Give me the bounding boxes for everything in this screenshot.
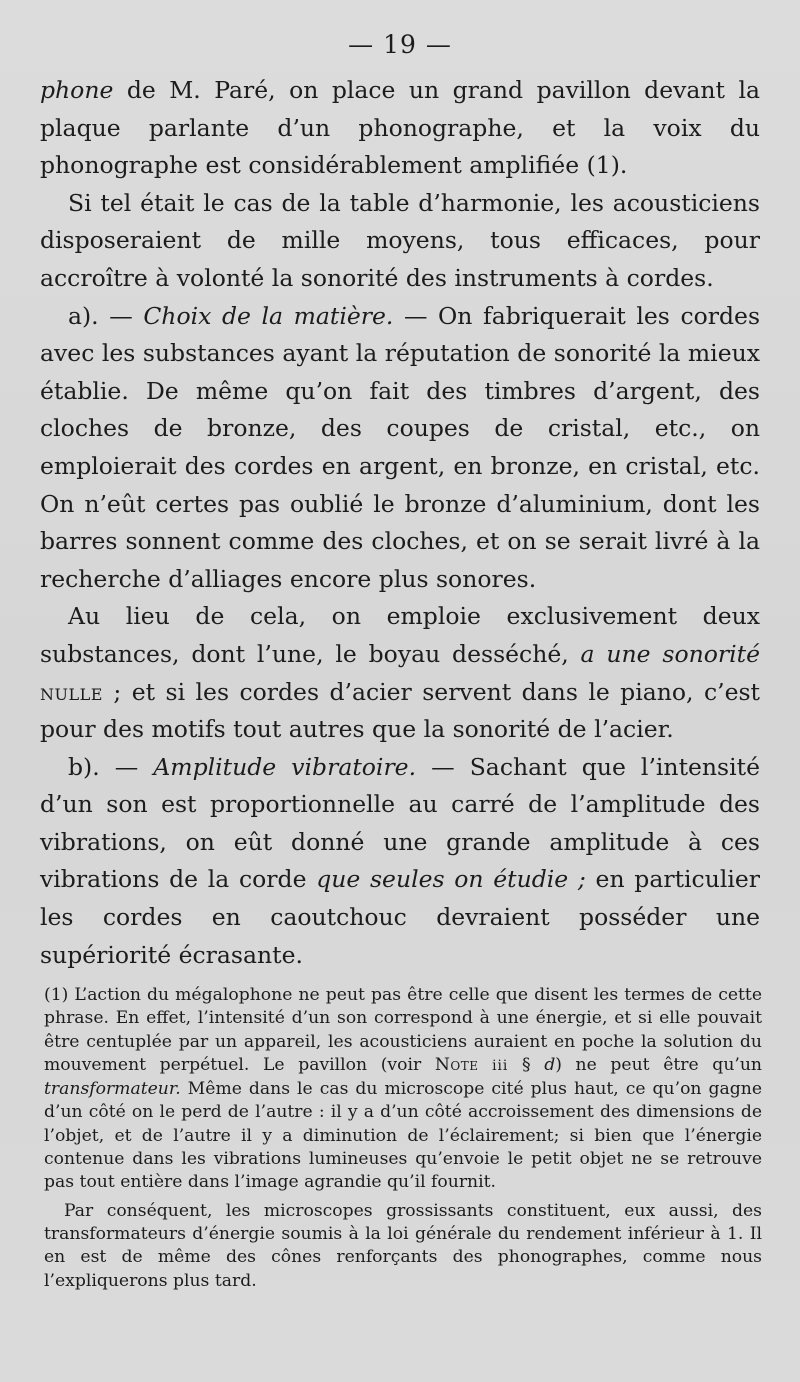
paragraph-amplitude: b). — Amplitude vibratoire. — Sachant que l’intensité d’un son est proportionnelle au carré de l’amplitude des vibrations, on eût donné une grande amplitude à ces vibrations de la corde que seules on étudie ; en particulier les cordes en caoutchouc devraient posséder une supériorité écrasante.: [40, 752, 761, 969]
italic-word: phone: [40, 76, 114, 104]
paragraph-table-harmonie: Si tel était le cas de la table d’harmonie, les acousticiens disposeraient de mille moyens, tous efficaces, pour accroître à volonté la sonorité des instruments à cordes.: [40, 188, 760, 292]
small-caps-nulle: nulle: [40, 677, 103, 706]
footnote-1: (1) L’action du mégalophone ne peut pas être celle que disent les termes de cette phrase. En effet, l’intensité d’un son correspond à une énergie, et si elle pouvait être centuplée par un appareil, les acousticiens auraient en poche la solution du mouvement perpétuel. Le pavillon (voir Note iii § d) ne peut être qu’un transformateur. Même dans le cas du microscope cité plus haut, ce qu’on gagne d’un côté on le perd de l’autre : il y a d’un côté accroissement des dimensions de l’objet, et de l’autre il y a diminution de l’éclairement; si bien que l’énergie contenue dans les vibrations lumineuses qu’envoie le petit objet ne se retrouve pas tout entière dans l’image agrandie qu’il fournit.: [44, 985, 762, 1193]
main-text: [40, 72, 760, 974]
section-heading-amplitude: Amplitude vibratoire.: [153, 752, 417, 781]
paragraph-au-lieu: Au lieu de cela, on emploie exclusivement deux substances, dont l’une, le boyau desséché, a une sonorité nulle ; et si les cordes d’acier servent dans le piano, c’est pour des motifs tout autres que la sonorité de l’acier.: [40, 602, 760, 744]
footnote-block: [44, 984, 762, 1293]
footnote-1-continued: Par conséquent, les microscopes grossissants constituent, eux aussi, des transformateurs d’énergie soumis à la loi générale du rendement inférieur à 1. Il en est de même des cônes renforçants des phonographes, comme nous l’expliquerons plus tard.: [44, 1200, 762, 1291]
paragraph-pavillon: phone de M. Paré, on place un grand pavillon devant la plaque parlante d’un phonographe, et la voix du phonographe est considérablement amplifiée (1).: [40, 76, 760, 180]
section-heading-choix: Choix de la matière.: [143, 301, 394, 330]
paragraph-choix-matiere: a). — Choix de la matière. — On fabriquerait les cordes avec les substances ayant la réputation de sonorité la mieux établie. De même qu’on fait des timbres d’argent, des cloches de bronze, des coupes de cristal, etc., on emploierait des cordes en argent, en bronze, en cristal, etc. On n’eût certes pas oublié le bronze d’aluminium, dont les barres sonnent comme des cloches, et on se serait livré à la recherche d’alliages encore plus sonores.: [40, 301, 760, 593]
page-number: — 19 —: [348, 30, 452, 59]
